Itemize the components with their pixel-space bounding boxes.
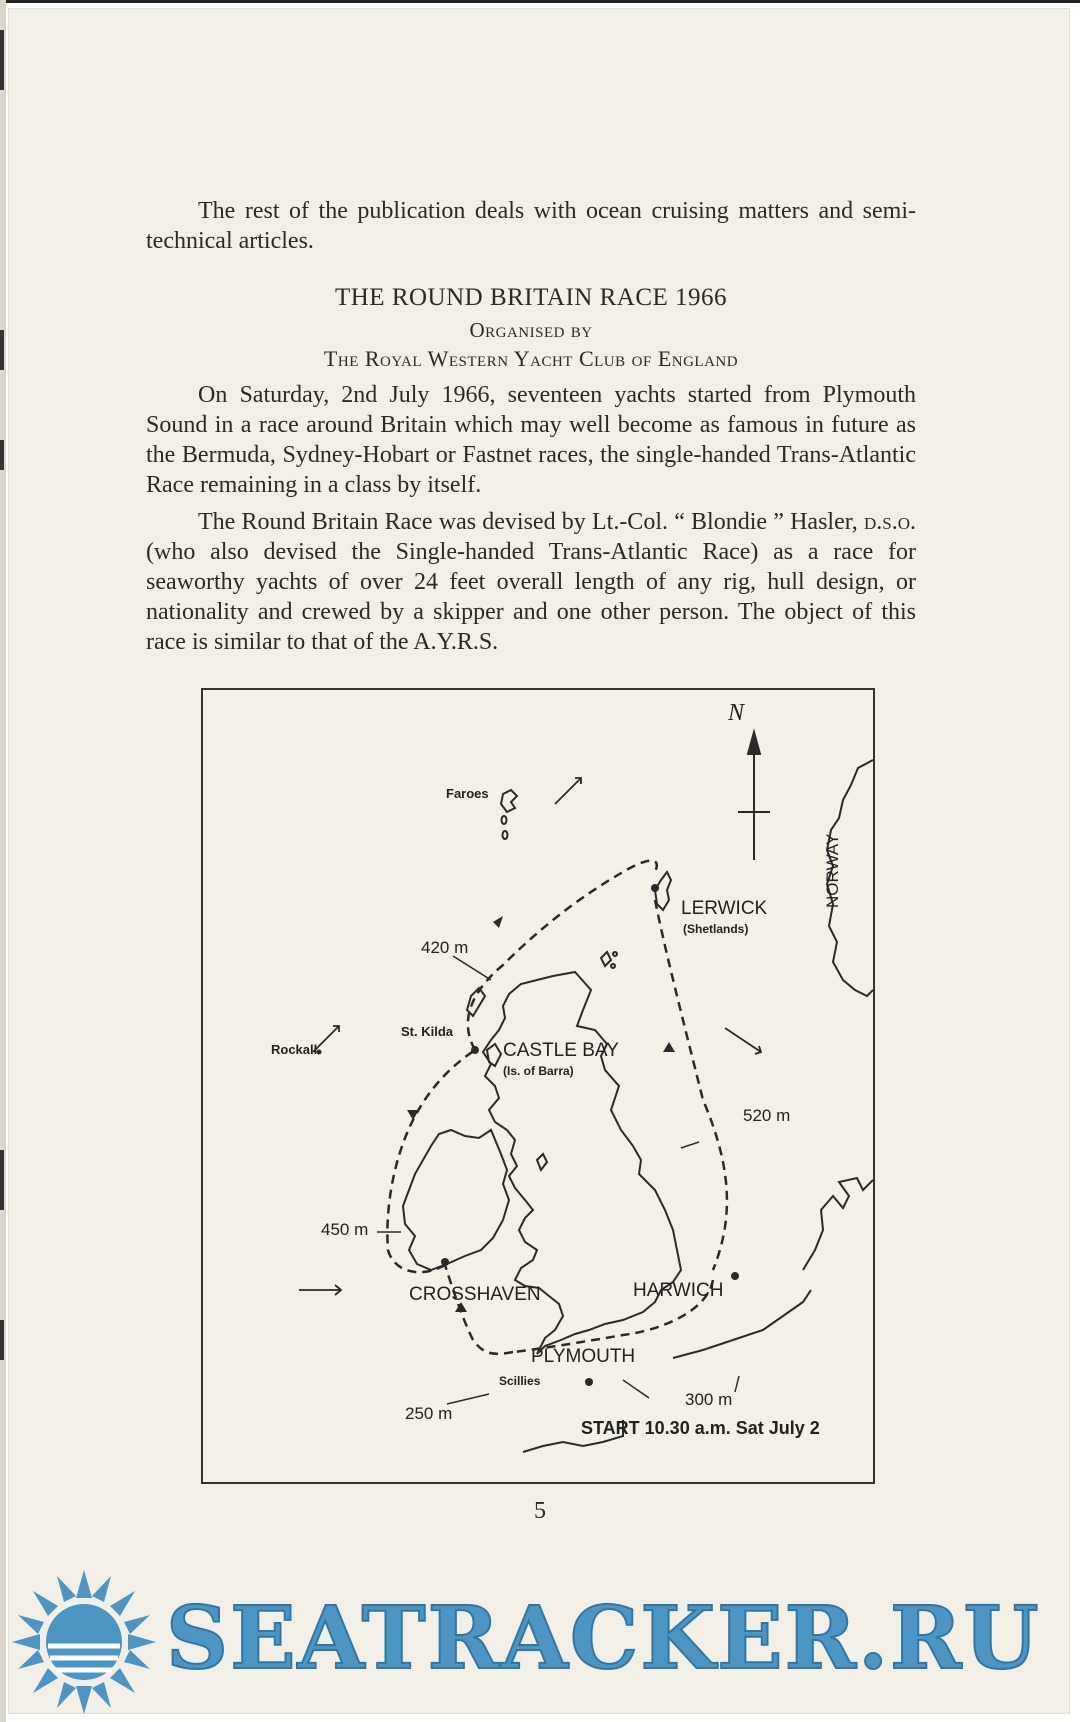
binding-mark xyxy=(0,440,4,470)
barra-label: (Is. of Barra) xyxy=(503,1064,574,1078)
faroes-label: Faroes xyxy=(446,786,489,801)
st-kilda-label: St. Kilda xyxy=(401,1024,454,1039)
harwich-dot xyxy=(731,1272,739,1280)
outer-hebrides xyxy=(467,988,485,1016)
leg-300-label: 300 m xyxy=(685,1390,733,1409)
race-route-map xyxy=(201,688,875,1484)
isle-of-man xyxy=(537,1154,547,1170)
binding-mark xyxy=(0,30,4,90)
harwich-label: HARWICH xyxy=(633,1280,724,1301)
leg-250-label: 250 m xyxy=(405,1404,453,1423)
shetlands-label: (Shetlands) xyxy=(683,922,749,936)
route-arrow xyxy=(493,916,503,928)
race-paragraph-1 xyxy=(146,380,916,500)
ireland-outline xyxy=(403,1130,509,1270)
faroes-island xyxy=(501,790,517,812)
route-leg-plymouth-crosshaven xyxy=(445,1265,513,1354)
race-text-1: On Saturday, 2nd July 1966, seventeen yachts started from Plymouth Sound in a race around Britain which may well become as famous in future as the Bermuda, Sydney-Hobart or Fastnet races, the single-handed Trans-Atlantic Race remaining in a class by itself. xyxy=(146,382,916,498)
castle-bay-label: CASTLE BAY xyxy=(503,1040,619,1061)
plymouth-label: PLYMOUTH xyxy=(531,1346,636,1367)
intro-paragraph xyxy=(146,196,916,256)
section-title: THE ROUND BRITAIN RACE 1966 xyxy=(334,284,728,311)
wind-arrow xyxy=(555,778,581,804)
crosshaven-dot xyxy=(441,1258,449,1266)
continent-coast-north xyxy=(803,1178,873,1270)
organiser-name: The Royal Western Yacht Club of England xyxy=(323,346,739,371)
watermark-text: SEATRACKER.RU xyxy=(166,1588,1041,1689)
intro-text: The rest of the publication deals with ocean cruising matters and semi-technical articles. xyxy=(146,198,916,254)
lerwick-label: LERWICK xyxy=(681,898,768,919)
lerwick-dot xyxy=(651,884,659,892)
binding-mark xyxy=(0,1320,4,1360)
castle-bay-dot xyxy=(471,1046,479,1054)
text-part: (who also devised the Single-handed Trans-Atlantic Race) as a race for seaworthy yachts of over 24 feet overall length of any rig, hull design, or nationality and crewed by a skipper and one other person. The object of this race is similar to that of the A.Y.R.S. xyxy=(146,539,916,655)
page-number: 5 xyxy=(534,1498,546,1524)
norway-label: NORWAY xyxy=(823,833,842,908)
sun-icon xyxy=(12,1570,156,1714)
wind-arrow xyxy=(725,1028,761,1052)
text-part: The Round Britain Race was devised by Lt.-Col. “ Blondie ” Hasler, xyxy=(198,509,858,535)
binding-edge xyxy=(0,0,6,1722)
binding-mark xyxy=(0,1150,4,1210)
route-leg-castlebay-lerwick xyxy=(468,861,657,1050)
north-label: N xyxy=(728,700,745,726)
start-label: START 10.30 a.m. Sat July 2 xyxy=(581,1418,820,1438)
plymouth-dot xyxy=(585,1378,593,1386)
route-arrow xyxy=(407,1110,419,1120)
crosshaven-label: CROSSHAVEN xyxy=(409,1284,541,1305)
rockall-label: Rockall xyxy=(271,1042,318,1057)
north-arrow-head xyxy=(748,732,760,754)
rockall-dot xyxy=(317,1050,322,1055)
binding-mark xyxy=(0,330,4,370)
section-subtitle: Organised by xyxy=(469,318,593,342)
route-leg-crosshaven-castlebay xyxy=(387,1050,475,1272)
scillies-label: Scillies xyxy=(499,1374,541,1388)
leg-420-label: 420 m xyxy=(421,938,469,957)
dso-abbreviation: d.s.o. xyxy=(863,509,916,535)
leg-450-label: 450 m xyxy=(321,1220,369,1239)
leg-520-label: 520 m xyxy=(743,1106,791,1125)
race-paragraph-2 xyxy=(146,507,916,657)
top-edge-rule xyxy=(0,0,1080,3)
route-arrow xyxy=(663,1042,675,1052)
race-text-2 xyxy=(146,507,916,657)
